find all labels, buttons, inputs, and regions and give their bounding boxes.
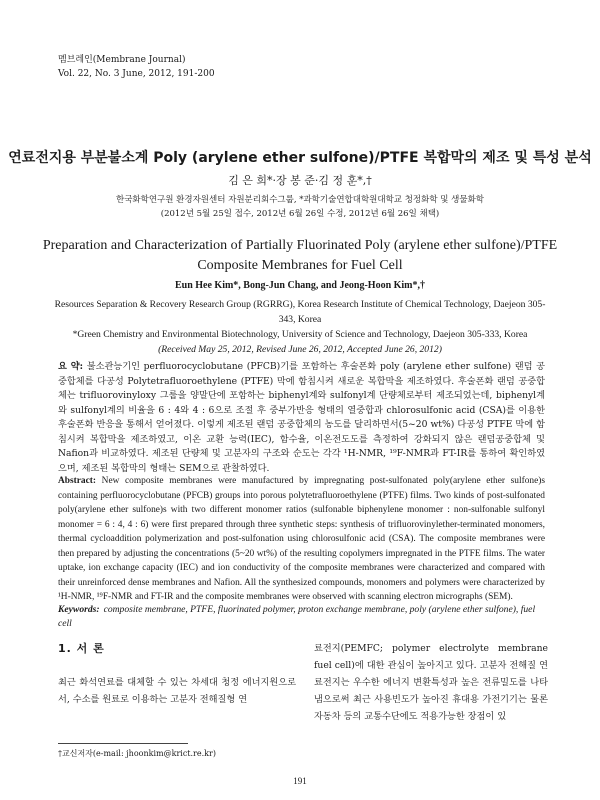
keywords [58,603,545,631]
section-heading-introduction: 1. 서 론 [58,642,105,655]
korean-dates: (2012년 5월 25일 접수, 2012년 6월 26일 수정, 2012년 6월 26일 채택) [160,209,440,219]
korean-abstract-label: 요 약: [58,361,84,372]
intro-left-column [58,640,296,708]
intro-right-paragraph: 료전지(PEMFC; polymer electrolyte membrane fuel cell)에 대한 관심이 높아지고 있다. 고분자 전해질 연료전지는 우수한 에너지 변환특성과 높은 전류밀도를 나타냄으로써 최근 사용빈도가 높아진 휴대용 가전기기는 물론 자동차 등의 교통수단에도 적용가능한 장점이 있 [314,643,548,722]
journal-header [58,53,215,81]
korean-abstract-text: 불소관능기인 perfluorocyclobutane (PFCB)기를 포함하는 후술폰화 poly (arylene ether sulfone) 랜덤 공중합체를 다공성 Polytetrafluoroethylene (PTFE) 막에 함침시켜 새로운 복합막을 제조하였다. 후술폰화 랜덤 공중합체는 trifluorovinyloxy 그룹을 양말단에 포함하는 biphenyl계와 sulfonyl계 단량체로부터 제조되었는데, biphenyl계와 sulfonyl계의 비율을 6 : 4와 4 : 6으로 조절 후 중부가반응 형태의 열중합과 chlorosulfonic acid (CSA)를 이용한 후술폰화 반응을 통해서 얻어졌다. 이렇게 제조된 랜덤 공중합체의 농도를 달리하면서(5~20 wt%) 다공성 PTFE 막에 함침시켜 복합막을 제조하였고, 이온 교환 능력(IEC), 함수율, 이온전도도를 측정하여 강화되지 않은 랜덤공중합체 및 Nafion과 비교하였다. 제조된 단량체 및 고분자의 구조와 순도는 각각 ¹H-NMR, ¹⁹F-NMR과 FT-IR를 통하여 확인하였으며, 제조된 복합막의 형태는 SEM으로 관찰하였다. [58,361,546,474]
english-abstract-text: New composite membranes were manufactured by impregnating post-sulfonated poly(arylene ether sulfone)s containing perfluorocyclobutane (PFCB) groups into porous polytetrafluoroethylene (PTFE) films. Two kinds of post-sulfonated poly(arylene ether sulfone)s with two different monomer ratios (sulfonable biphenylene monomer : non-sulfonable sulfonyl monomer = 6 : 4, 4 : 6) were first prepared through three synthetic steps: synthesis of trifluorovinylether-terminated monomers, thermal cycloaddition polymerization and post-sulfonation using chlorosulfonic acid (CSA). The composite membranes were then prepared by adjusting the concentrations (5~20 wt%) of the resulting copolymers impregnated in the PTFE films. The water uptake, ion exchange capacity (IEC) and ion conductivity of the composite membranes were characterized and compared with their unreinforced dense membranes and Nafion. All the synthesized compounds, monomers and polymers were characterized by ¹H-NMR, ¹⁹F-NMR and FT-IR and the composite membranes were observed with scanning electron micrographs (SEM). [58,476,546,602]
journal-issue: Vol. 22, No. 3 June, 2012, 191-200 [58,69,215,79]
korean-authors: 김 은 희*·장 봉 준·김 정 훈*,† [228,174,372,187]
english-affiliation-2: *Green Chemistry and Environmental Biotechnology, University of Science and Technology, Daejeon 305-333, Korea [72,329,528,340]
keywords-text: composite membrane, PTFE, fluorinated polymer, proton exchange membrane, poly (arylene ether sulfone), fuel cell [58,604,536,629]
english-affiliation-block [50,297,550,357]
korean-affiliation-block [0,193,600,221]
english-abstract-label: Abstract: [58,476,97,486]
keywords-label: Keywords: [58,604,100,615]
page-number: 191 [293,776,307,786]
corresponding-author-footnote: †교신저자(e-mail: jhoonkim@krict.re.kr) [58,749,216,758]
footnote-divider [58,743,188,744]
korean-title: 연료전지용 부분불소계 Poly (arylene ether sulfone)/PTFE 복합막의 제조 및 특성 분석 [8,150,592,166]
intro-left-paragraph: 최근 화석연료를 대체할 수 있는 차세대 청정 에너지원으로서, 수소를 원료로 이용하는 고분자 전해질형 연 [58,677,296,705]
english-title: Preparation and Characterization of Partially Fluorinated Poly (arylene ether sulfone)/PTFE Composite Membranes for Fuel Cell [42,238,558,273]
korean-affiliation: 한국화학연구원 환경자원센터 자원분리회수그룹, *과학기술연합대학원대학교 청정화학 및 생물화학 [115,195,485,205]
korean-abstract [58,360,545,476]
english-affiliation-1: Resources Separation & Recovery Research Group (RGRRG), Korea Research Institute of Chemical Technology, Daejeon 305-343, Korea [54,299,546,325]
english-authors: Eun Hee Kim*, Bong-Jun Chang, and Jeong-Hoon Kim*,† [174,280,426,291]
journal-name: 멤브레인(Membrane Journal) [58,55,186,65]
english-received-dates: (Received May 25, 2012, Revised June 26, 2012, Accepted June 26, 2012) [158,344,442,355]
english-abstract [58,474,545,605]
